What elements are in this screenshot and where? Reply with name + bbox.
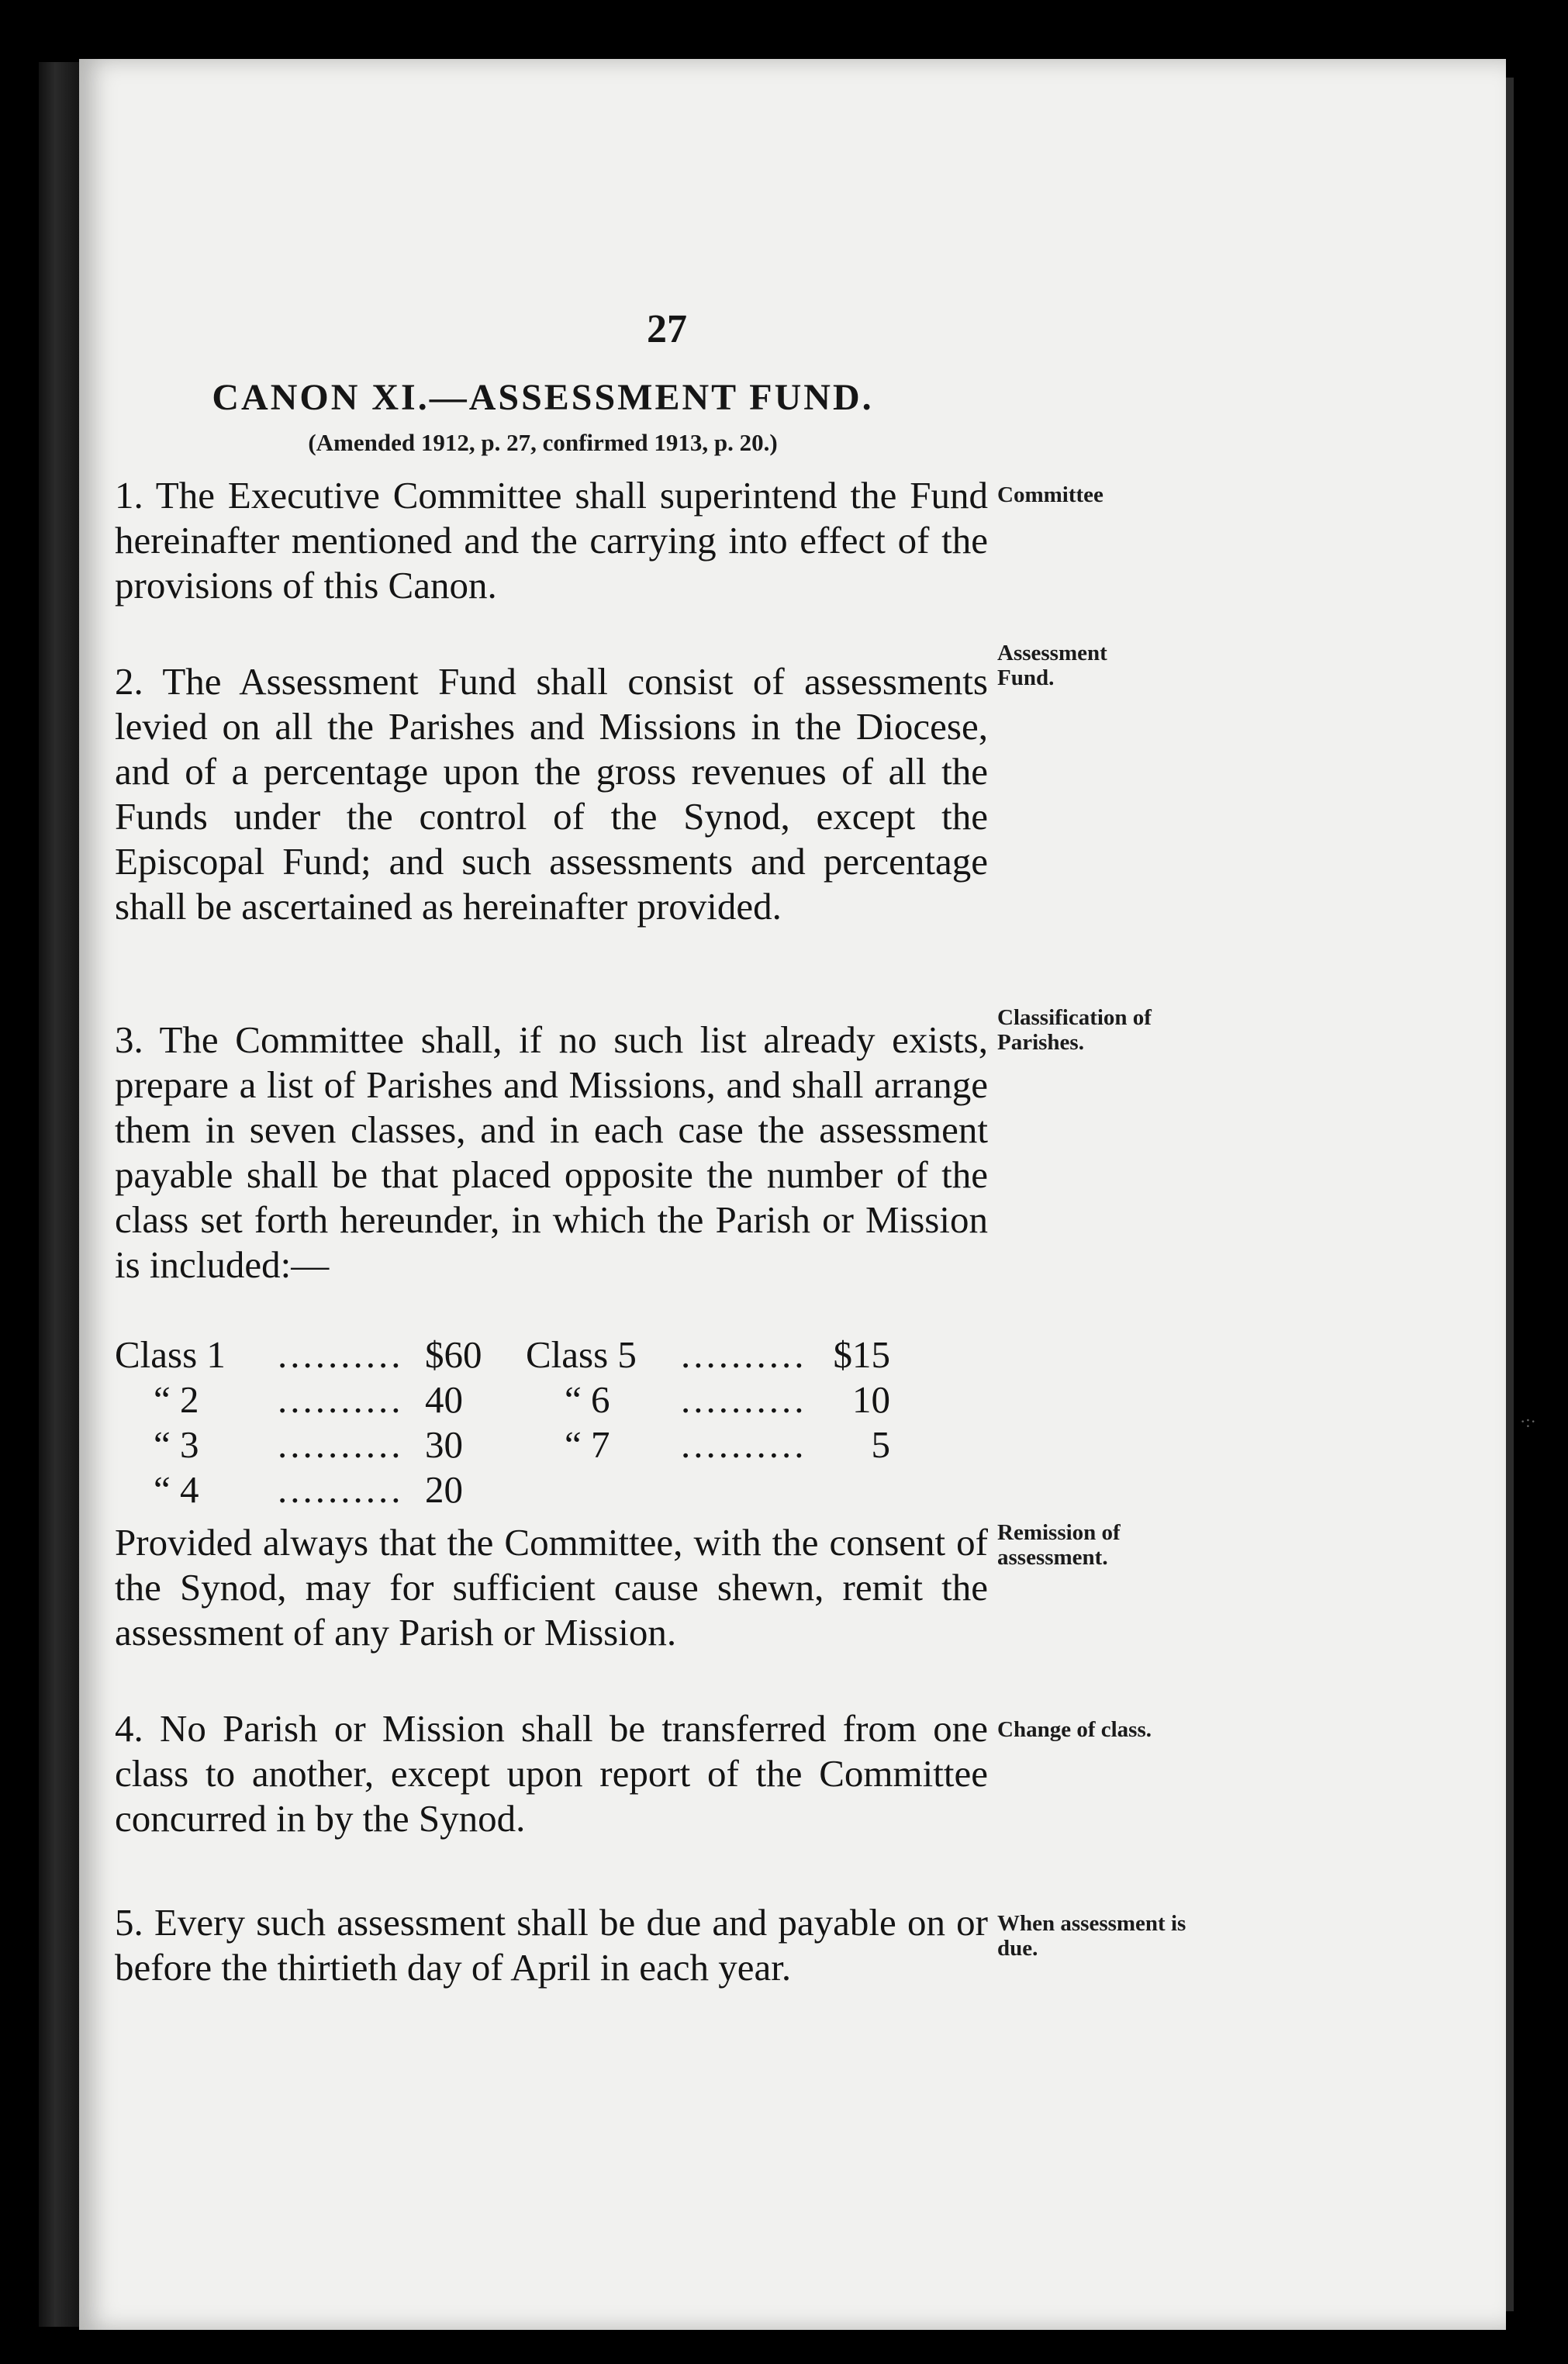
margin-note-remission: Remission of assessment.	[997, 1520, 1121, 1570]
page-speck: ·:·	[1520, 1412, 1536, 1431]
class-assessment-table	[115, 1332, 991, 1512]
dot-leader: ..........	[278, 1378, 404, 1421]
class-label: “ 2	[154, 1378, 199, 1421]
class-amount: 10	[852, 1378, 890, 1421]
class-amount: 5	[871, 1423, 890, 1466]
dot-leader: ..........	[681, 1378, 807, 1421]
section-4: 4. No Parish or Mission shall be transferred from one class to another, except upon report of the Committee concurred in by the Synod.	[115, 1707, 988, 1840]
canon-title: CANON XI.—ASSESSMENT FUND.	[212, 377, 874, 418]
margin-note-change: Change of class.	[997, 1717, 1152, 1742]
section-5: 5. Every such assessment shall be due and payable on or before the thirtieth day of April in each year.	[115, 1901, 988, 1989]
margin-note-classification: Classification of Parishes.	[997, 1005, 1152, 1055]
dot-leader: ..........	[278, 1423, 404, 1466]
class-label: “ 3	[154, 1423, 199, 1466]
class-amount: $60	[425, 1333, 482, 1376]
margin-note-assessment-fund: Assessment Fund.	[997, 641, 1107, 690]
dot-leader: ..........	[681, 1333, 807, 1376]
class-label: “ 6	[565, 1378, 610, 1421]
section-2: 2. The Assessment Fund shall consist of assessments levied on all the Parishes and Missions in the Diocese, and of a percentage upon the gross revenues of all the Funds under the control of the Synod, except the Episcopal Fund; and such assessments and percentage shall be ascertained as hereinafter provided.	[115, 660, 988, 928]
class-label: Class 5	[526, 1333, 637, 1376]
margin-note-committee: Committee	[997, 482, 1103, 507]
table-row	[115, 1332, 991, 1377]
margin-note-when-due: When assessment is due.	[997, 1911, 1186, 1961]
section-1: 1. The Executive Committee shall superintend the Fund hereinafter mentioned and the carrying into effect of the provisions of this Canon.	[115, 474, 988, 607]
proviso-paragraph: Provided always that the Committee, with the consent of the Synod, may for sufficient cause shewn, remit the assessment of any Parish or Mission.	[115, 1521, 988, 1654]
dot-leader: ..........	[278, 1333, 404, 1376]
page-number: 27	[647, 307, 687, 351]
table-row	[115, 1467, 991, 1512]
class-amount: 30	[425, 1423, 463, 1466]
class-label: “ 4	[154, 1468, 199, 1511]
amendment-note: (Amended 1912, p. 27, confirmed 1913, p. 20.)	[308, 429, 778, 456]
class-label: “ 7	[565, 1423, 610, 1466]
dot-leader: ..........	[681, 1423, 807, 1466]
class-amount: $15	[833, 1333, 890, 1376]
dot-leader: ..........	[278, 1468, 404, 1511]
page-edge	[1506, 78, 1514, 2311]
book-spine-shadow	[39, 62, 79, 2327]
table-row	[115, 1377, 991, 1422]
table-row	[115, 1422, 991, 1467]
class-amount: 20	[425, 1468, 463, 1511]
class-label: Class 1	[115, 1333, 226, 1376]
section-3: 3. The Committee shall, if no such list already exists, prepare a list of Parishes and Missions, and shall arrange them in seven classes, and in each case the assessment payable shall be that placed opposite the number of the class set forth hereunder, in which the Parish or Mission is included:—	[115, 1018, 988, 1286]
class-amount: 40	[425, 1378, 463, 1421]
